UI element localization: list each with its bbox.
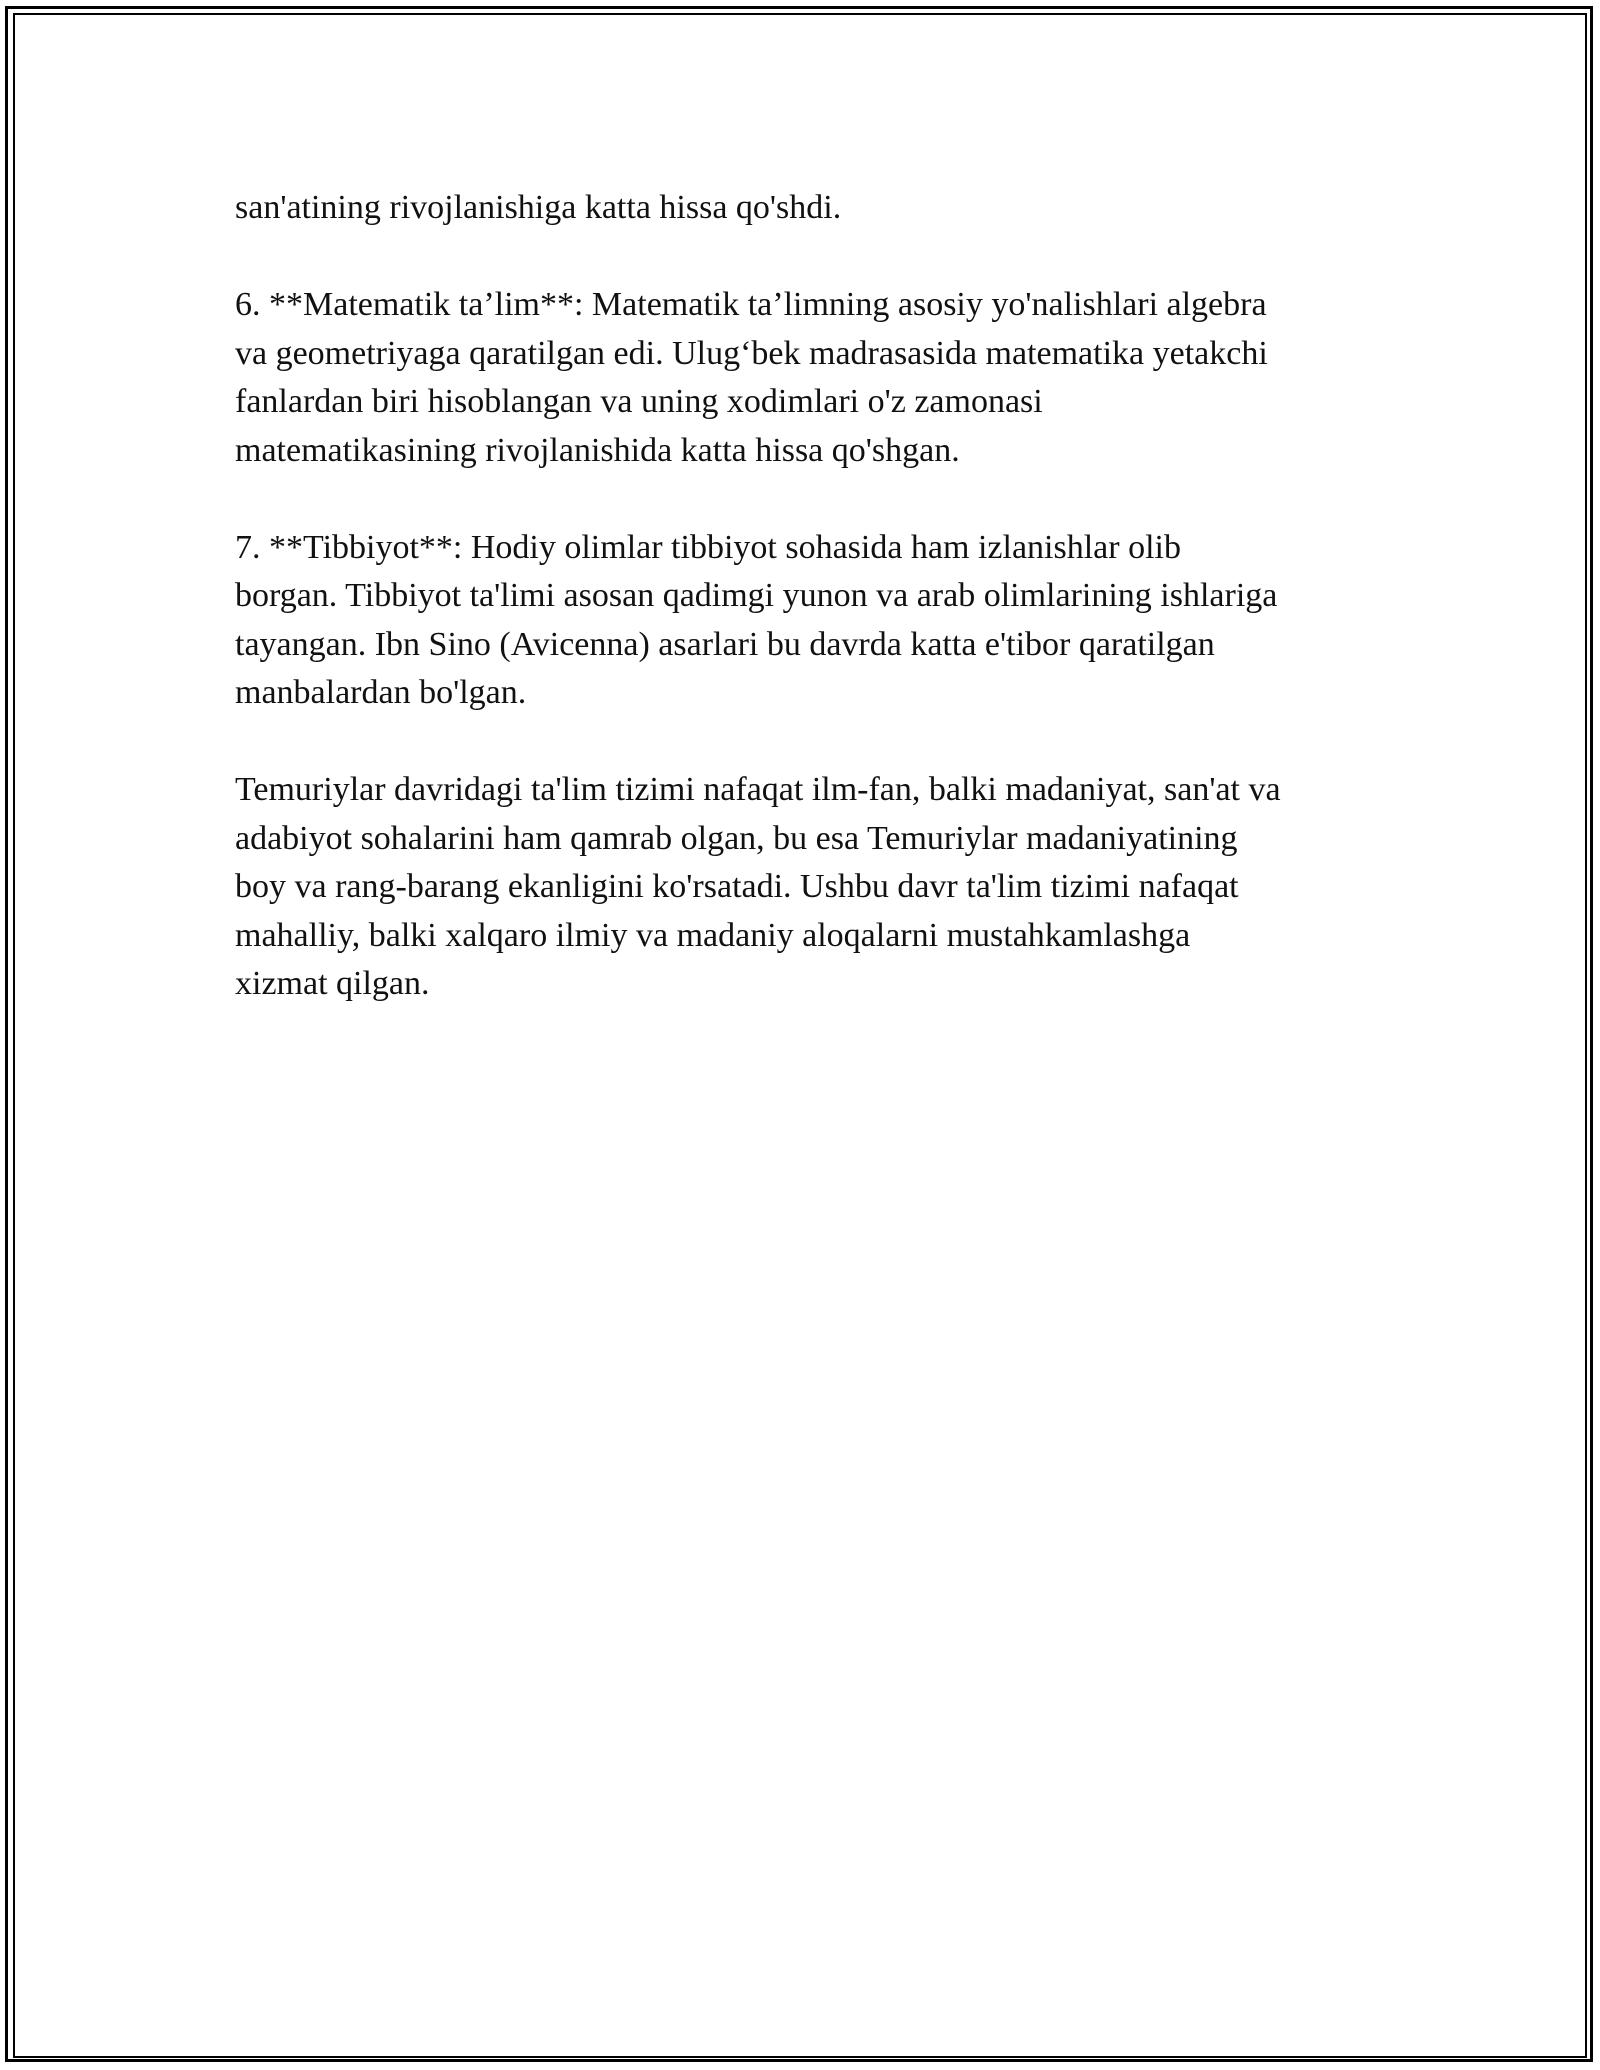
paragraph-matematik-talim: 6. **Matematik ta’lim**: Matematik ta’limning asosiy yo'nalishlari algebra va geometriyaga qaratilgan edi. Ulug‘bek madrasasida matematika yetakchi fanlardan biri hisoblangan va uning xodimlari o'z zamonasi matematikasining rivojlanishida katta hissa qo'shgan. (235, 286, 1268, 469)
document-body (235, 184, 1395, 1057)
paragraph-continuation: san'atining rivojlanishiga katta hissa qo'shdi. (235, 189, 842, 226)
paragraph-conclusion: Temuriylar davridagi ta'lim tizimi nafaqat ilm-fan, balki madaniyat, san'at va adabiyot sohalarini ham qamrab olgan, bu esa Temuriylar madaniyatining boy va rang-barang ekanligini ko'rsatadi. Ushbu davr ta'lim tizimi nafaqat mahalliy, balki xalqaro ilmiy va madaniy aloqalarni mustahkamlashga xizmat qilgan. (235, 771, 1281, 1002)
paragraph-tibbiyot: 7. **Tibbiyot**: Hodiy olimlar tibbiyot sohasida ham izlanishlar olib borgan. Tibbiyot ta'limi asosan qadimgi yunon va arab olimlarining ishlariga tayangan. Ibn Sino (Avicenna) asarlari bu davrda katta e'tibor qaratilgan manbalardan bo'lgan. (235, 528, 1278, 711)
